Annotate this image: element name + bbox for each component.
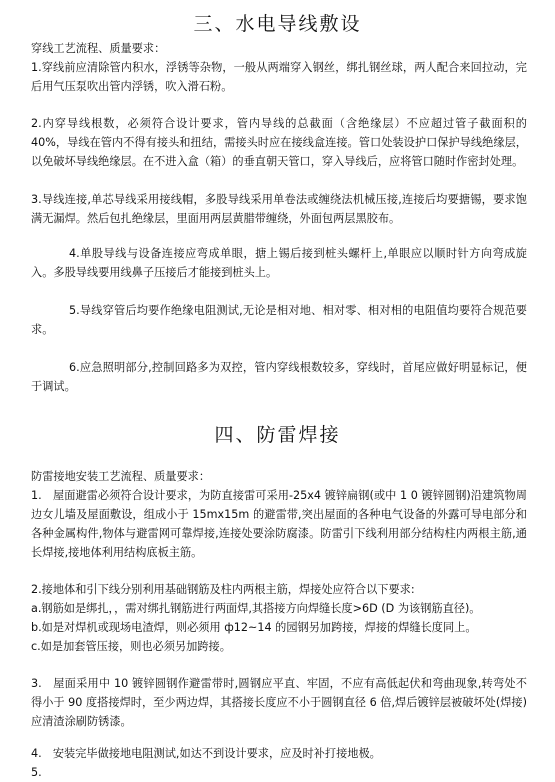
lightning-item-1: 1. 屋面避雷必须符合设计要求，为防直接雷可采用-25x4 镀锌扁钢(或中 1 0 镀锌圆钢)沿建筑物周边女儿墙及屋面敷设，组成小于 15mx15m 的避雷带,突出屋面的各种电气设备的外露可导电部分和各种金属构件,物体与避雷网可靠焊接,连接处要涂防腐漆。防雷引下线利用部分结构柱内两根主筋,通长焊接,接地体利用结构底板主筋。 [31, 489, 527, 559]
lightning-item-2-title: 2.接地体和引下线分别利用基础钢筋及柱内两根主筋，焊接处应符合以下要求: [31, 583, 415, 596]
lightning-item-2b: b.如是对焊机或现场电渣焊，则必须用 ф12~14 的园钢另加跨接，焊接的焊缝长度同上。 [31, 621, 477, 634]
section-heading-wiring: 三、水电导线敷设 [193, 13, 362, 35]
wiring-item-2: 2.内穿导线根数，必须符合设计要求，管内导线的总截面（含绝缘层）不应超过管子截面积的 40%，导线在管内不得有接头和扭结，需接头时应在接线盒连接。管口处装设护口保护导线绝缘层，以免破坏导线绝缘层。在不进入盒（箱）的垂直朝天管口，穿入导线后，应将管口随时作密封处理。 [31, 117, 527, 168]
lightning-item-2c: c.如是加套管压接，则也必须另加跨接。 [31, 640, 231, 653]
wiring-item-5: 5.导线穿管后均要作绝缘电阻测试,无论是相对地、相对零、相对相的电阻值均要符合规范要求。 [31, 304, 527, 336]
section-heading-lightning: 四、防雷焊接 [214, 424, 341, 446]
wiring-item-3: 3.导线连接,单芯导线采用接线帽，多股导线采用单卷法或缠绕法机械压接,连接后均要搪锡，要求饱满无漏焊。然后包扎绝缘层，里面用两层黄腊带缠绕，外面包两层黑胶布。 [31, 193, 527, 225]
wiring-item-1: 1.穿线前应清除管内积水，浮锈等杂物，一般从两端穿入钢丝，绑扎钢丝球，两人配合来回拉动，完后用气压泵吹出管内浮锈，吹入滑石粉。 [31, 61, 527, 93]
lightning-item-5: 5. [31, 766, 42, 779]
wiring-item-4: 4.单股导线与设备连接应弯成单眼，搪上锡后接到桩头螺杆上,单眼应以顺时针方向弯成旋入。多股导线要用线鼻子压接后才能接到桩头上。 [31, 247, 527, 279]
lightning-item-2a: a.钢筋如是绑扎，，需对绑扎钢筋进行两面焊,其搭接方向焊缝长度>6D (D 为该钢筋直径)。 [31, 602, 481, 615]
lightning-item-4: 4. 安装完毕做接地电阻测试,如达不到设计要求，应及时补打接地极。 [31, 747, 381, 760]
wiring-item-6: 6.应急照明部分,控制回路多为双控，管内穿线根数较多，穿线时，首尾应做好明显标记，便于调试。 [31, 361, 527, 393]
wiring-intro: 穿线工艺流程、质量要求： [31, 42, 166, 55]
lightning-intro: 防雷接地安装工艺流程、质量要求： [31, 470, 211, 483]
lightning-item-3: 3. 屋面采用中 10 镀锌圆钢作避雷带时,圆钢应平直、牢固，不应有高低起伏和弯曲现象,转弯处不得小于 90 度搭接焊时，至少两边焊，其搭接长度应不小于圆钢直径 6 倍,焊后镀锌层被破坏处(焊接)应清渣涂刷防锈漆。 [31, 677, 527, 728]
